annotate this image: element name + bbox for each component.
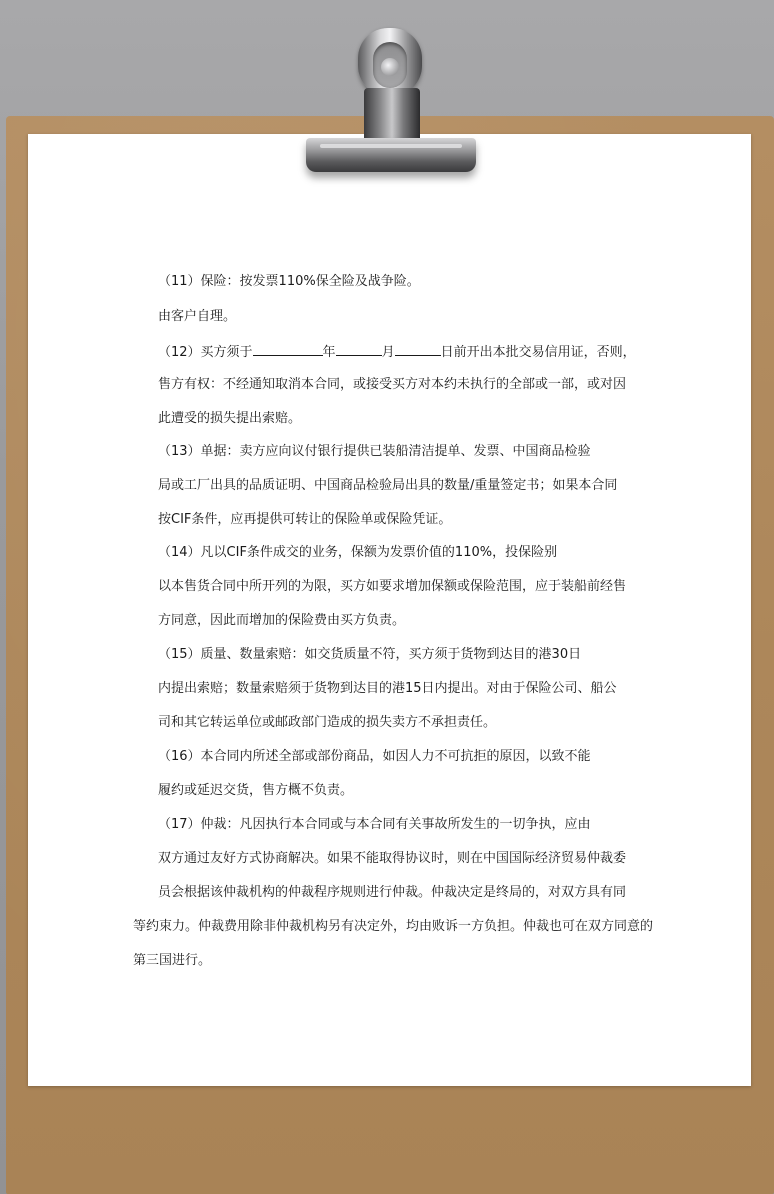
clause-17-line-2: 双方通过友好方式协商解决。如果不能取得协议时，则在中国国际经济贸易仲裁委 bbox=[158, 851, 627, 866]
clip-rivet bbox=[381, 58, 399, 76]
clause-15-line-2: 内提出索赔；数量索赔须于货物到达目的港15日内提出。对由于保险公司、船公 bbox=[158, 681, 617, 696]
clip-neck bbox=[364, 88, 420, 140]
year-blank bbox=[253, 343, 323, 356]
clause-15-line-3: 司和其它转运单位或邮政部门造成的损失卖方不承担责任。 bbox=[158, 715, 497, 730]
clause-12-line-3: 此遭受的损失提出索赔。 bbox=[158, 411, 302, 426]
clause-17-line-4: 等约束力。仲裁费用除非仲裁机构另有决定外，均由败诉一方负担。仲裁也可在双方同意的 bbox=[133, 919, 654, 934]
clause-13-line-1: （13）单据：卖方应向议付银行提供已装船清洁提单、发票、中国商品检验 bbox=[158, 444, 591, 459]
clause-14-line-3: 方同意，因此而增加的保险费由买方负责。 bbox=[158, 613, 406, 628]
clause-11-line-1: （11）保险：按发票110%保全险及战争险。 bbox=[158, 274, 420, 289]
clause-12-suffix: 日前开出本批交易信用证，否则， bbox=[440, 345, 636, 360]
clause-17-line-5: 第三国进行。 bbox=[133, 953, 212, 968]
clause-12-year: 年 bbox=[322, 345, 336, 360]
clip-base-highlight bbox=[320, 144, 462, 148]
clause-17-line-1: （17）仲裁：凡因执行本合同或与本合同有关事故所发生的一切争执，应由 bbox=[158, 817, 591, 832]
clause-12-line-2: 售方有权：不经通知取消本合同，或接受买方对本约未执行的全部或一部，或对因 bbox=[158, 377, 627, 392]
clause-16-line-2: 履约或延迟交货，售方概不负责。 bbox=[158, 783, 354, 798]
clause-11-line-2: 由客户自理。 bbox=[158, 309, 237, 324]
clause-17-line-3: 员会根据该仲裁机构的仲裁程序规则进行仲裁。仲裁决定是终局的，对双方具有同 bbox=[158, 885, 627, 900]
clause-13-line-3: 按CIF条件，应再提供可转让的保险单或保险凭证。 bbox=[158, 512, 452, 527]
day-blank bbox=[395, 343, 441, 356]
clause-16-line-1: （16）本合同内所述全部或部份商品，如因人力不可抗拒的原因，以致不能 bbox=[158, 749, 591, 764]
clause-12-prefix: （12）买方须于 bbox=[158, 345, 253, 360]
month-blank bbox=[336, 343, 382, 356]
clause-13-line-2: 局或工厂出具的品质证明、中国商品检验局出具的数量/重量签定书；如果本合同 bbox=[158, 478, 618, 493]
clause-14-line-2: 以本售货合同中所开列的为限，买方如要求增加保额或保险范围，应于装船前经售 bbox=[158, 579, 627, 594]
clause-14-line-1: （14）凡以CIF条件成交的业务，保额为发票价值的110%，投保险别 bbox=[158, 545, 558, 560]
clause-15-line-1: （15）质量、数量索赔：如交货质量不符，买方须于货物到达目的港30日 bbox=[158, 647, 582, 662]
clause-12-month: 月 bbox=[381, 345, 395, 360]
clause-12-line-1 bbox=[158, 343, 636, 361]
